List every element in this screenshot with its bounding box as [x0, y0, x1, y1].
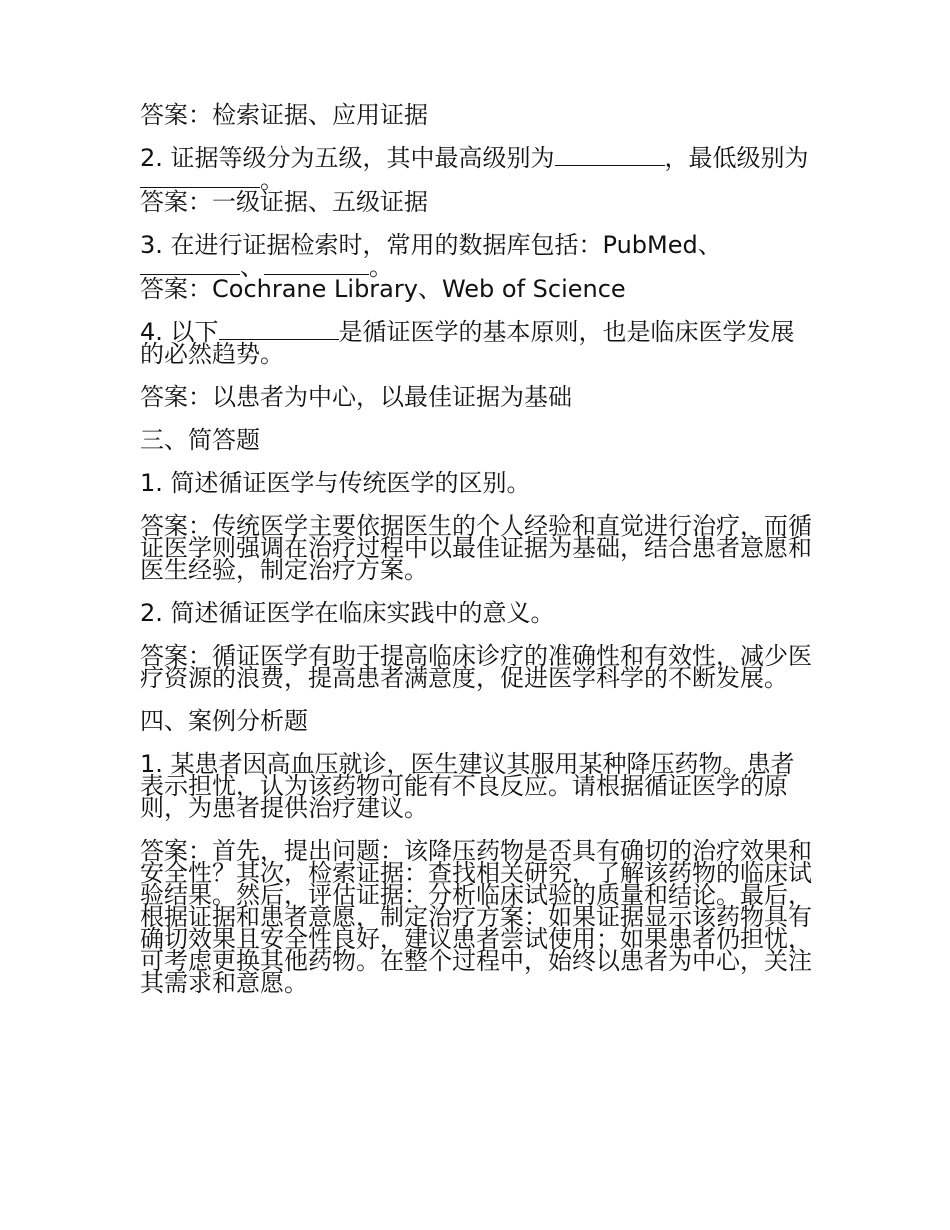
- question-2-text-b: ，最低级别为: [664, 144, 809, 172]
- case-answer-1: 答案：首先，提出问题：该降压药物是否具有确切的治疗效果和安全性？其次，检索证据：查找相关研究，了解该药物的临床试验结果。然后，评估证据：分析临床试验的质量和结论。最后，根据证据和患者意愿，制定治疗方案：如果证据显示该药物具有确切效果且安全性良好，建议患者尝试使用；如果患者仍担忧，可考虑更换其他药物。在整个过程中，始终以患者为中心，关注其需求和意愿。: [140, 837, 812, 997]
- answer-2: 答案：一级证据、五级证据: [140, 188, 428, 216]
- answer-blank: [219, 321, 339, 340]
- answer-blank: [140, 256, 240, 275]
- section-heading-case-analysis: 四、案例分析题: [140, 707, 308, 735]
- question-3-text-b: 、: [240, 253, 264, 281]
- short-answer-answer-1: 答案：传统医学主要依据医生的个人经验和直觉进行治疗，而循证医学则强调在治疗过程中以最佳证据为基础，结合患者意愿和医生经验，制定治疗方案。: [140, 512, 812, 584]
- answer-blank: [140, 169, 260, 188]
- case-question-1: 1. 某患者因高血压就诊，医生建议其服用某种降压药物。患者表示担忧，认为该药物可能有不良反应。请根据循证医学的原则，为患者提供治疗建议。: [140, 750, 795, 822]
- answer-blank: [555, 147, 665, 166]
- question-2-text-c: 。: [260, 166, 284, 194]
- question-3-text-a: 3. 在进行证据检索时，常用的数据库包括：PubMed、: [140, 231, 722, 259]
- question-4-text-a: 4. 以下: [140, 318, 219, 346]
- question-2-text-a: 2. 证据等级分为五级，其中最高级别为: [140, 144, 555, 172]
- answer-1: 答案：检索证据、应用证据: [140, 101, 428, 129]
- question-3: [140, 231, 812, 281]
- answer-4: 答案：以患者为中心，以最佳证据为基础: [140, 383, 572, 411]
- short-answer-question-2: 2. 简述循证医学在临床实践中的意义。: [140, 599, 555, 627]
- answer-3: 答案：Cochrane Library、Web of Science: [140, 275, 626, 303]
- question-4: [140, 318, 812, 368]
- question-3-text-c: 。: [369, 253, 393, 281]
- short-answer-answer-2: 答案：循证医学有助于提高临床诊疗的准确性和有效性，减少医疗资源的浪费，提高患者满意度，促进医学科学的不断发展。: [140, 642, 812, 692]
- section-heading-short-answer: 三、简答题: [140, 426, 260, 454]
- document-page: [140, 101, 812, 1015]
- question-4-text-b: 是循证医学的基本原则，也是临床医学发展的必然趋势。: [140, 318, 795, 368]
- question-2: [140, 144, 812, 194]
- answer-blank: [264, 256, 369, 275]
- short-answer-question-1: 1. 简述循证医学与传统医学的区别。: [140, 469, 531, 497]
